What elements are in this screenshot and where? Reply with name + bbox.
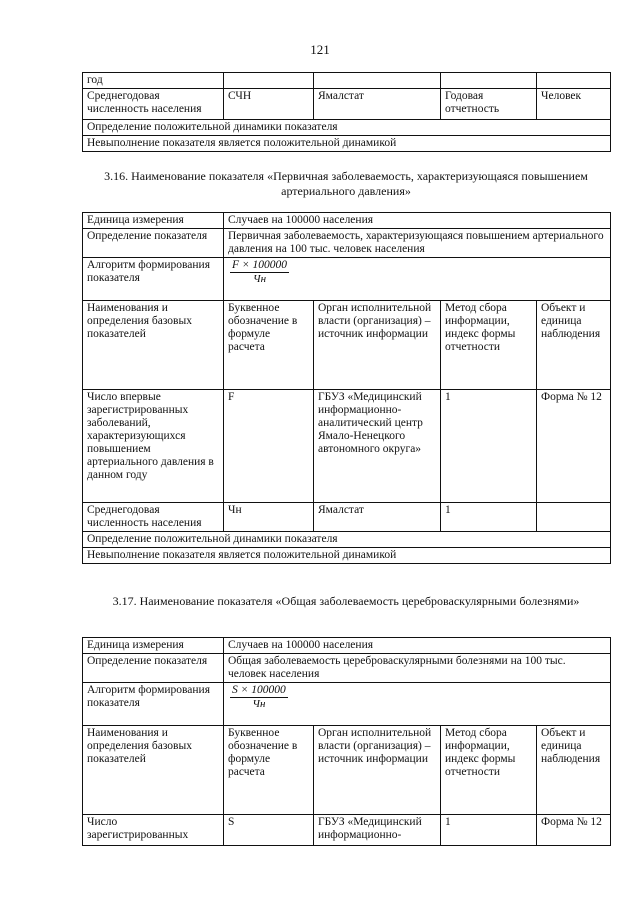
table-row	[83, 503, 611, 532]
table-cell: Чн	[224, 503, 314, 532]
table-cell: год	[83, 73, 224, 89]
table-row	[83, 213, 611, 229]
table-cell: Ямалстат	[314, 89, 441, 120]
table-row	[83, 301, 611, 390]
formula	[230, 684, 288, 711]
table-cell: 1	[441, 503, 537, 532]
table-cell: Человек	[537, 89, 611, 120]
column-header: Буквенное обозначение в формуле расчета	[224, 726, 314, 815]
table-note: Определение положительной динамики показателя	[83, 532, 611, 548]
table-cell: СЧН	[224, 89, 314, 120]
formula-denominator: Чн	[252, 698, 266, 710]
table-cell: Форма № 12	[537, 390, 611, 503]
section-heading-3-17: 3.17. Наименование показателя «Общая заболеваемость цереброваскулярными болезнями»	[112, 594, 580, 608]
table-cell: Среднегодовая численность населения	[83, 503, 224, 532]
table-row	[83, 73, 611, 89]
table-cell: Форма № 12	[537, 815, 611, 846]
table-cell: Среднегодовая численность населения	[83, 89, 224, 120]
table-cell	[441, 73, 537, 89]
table-cell: ГБУЗ «Медицинский информационно-аналитический центр Ямало-Ненецкого автономного округа»	[314, 390, 441, 503]
formula-numerator: F × 100000	[232, 259, 288, 271]
formula-denominator: Чн	[253, 273, 267, 285]
table-cell: Алгоритм формирования показателя	[83, 683, 224, 726]
column-header: Орган исполнительной власти (организация) – источник информации	[314, 726, 441, 815]
column-header: Объект и единица наблюдения	[537, 301, 611, 390]
table-cell: Случаев на 100000 населения	[224, 638, 611, 654]
table-cell: Алгоритм формирования показателя	[83, 258, 224, 301]
table-cell: Единица измерения	[83, 638, 224, 654]
table-cell	[314, 73, 441, 89]
table-cell: Общая заболеваемость цереброваскулярными болезнями на 100 тыс. человек населения	[224, 654, 611, 683]
table-row	[83, 120, 611, 136]
formula-numerator: S × 100000	[232, 684, 286, 696]
page-number: 121	[310, 42, 330, 57]
table-row	[83, 390, 611, 503]
column-header: Орган исполнительной власти (организация) – источник информации	[314, 301, 441, 390]
table-row	[83, 654, 611, 683]
table-row	[83, 638, 611, 654]
table-cell: Случаев на 100000 населения	[224, 213, 611, 229]
table-cell: Первичная заболеваемость, характеризующаяся повышением артериального давления на 100 тыс. человек населения	[224, 229, 611, 258]
indicator-table-3-16	[82, 212, 611, 564]
formula-cell	[224, 683, 611, 726]
table-note: Невыполнение показателя является положительной динамикой	[83, 136, 611, 152]
table-cell: Годовая отчетность	[441, 89, 537, 120]
table-row	[83, 548, 611, 564]
table-cell	[537, 503, 611, 532]
table-cell: Ямалстат	[314, 503, 441, 532]
table-cell: Определение показателя	[83, 229, 224, 258]
table-row	[83, 726, 611, 815]
column-header: Метод сбора информации, индекс формы отчетности	[441, 726, 537, 815]
table-cell: F	[224, 390, 314, 503]
table-note: Определение положительной динамики показателя	[83, 120, 611, 136]
table-row	[83, 683, 611, 726]
table-row	[83, 258, 611, 301]
table-row	[83, 532, 611, 548]
formula	[230, 259, 289, 286]
table-cell	[224, 73, 314, 89]
section-heading-3-16: 3.16. Наименование показателя «Первичная заболеваемость, характеризующаяся повышением артериального давления»	[104, 169, 588, 198]
table-row	[83, 229, 611, 258]
table-cell	[537, 73, 611, 89]
column-header: Метод сбора информации, индекс формы отчетности	[441, 301, 537, 390]
table-cell: 1	[441, 815, 537, 846]
table-cell: S	[224, 815, 314, 846]
column-header: Буквенное обозначение в формуле расчета	[224, 301, 314, 390]
table-cell: Число впервые зарегистрированных заболеваний, характеризующихся повышением артериального давления в данном году	[83, 390, 224, 503]
column-header: Наименования и определения базовых показателей	[83, 726, 224, 815]
table-cell: Определение показателя	[83, 654, 224, 683]
table-cell: Число зарегистрированных	[83, 815, 224, 846]
column-header: Объект и единица наблюдения	[537, 726, 611, 815]
table-row	[83, 89, 611, 120]
table-row	[83, 815, 611, 846]
table-cell: 1	[441, 390, 537, 503]
formula-cell	[224, 258, 611, 301]
table-cell: ГБУЗ «Медицинский информационно-	[314, 815, 441, 846]
table-note: Невыполнение показателя является положительной динамикой	[83, 548, 611, 564]
top-table	[82, 72, 611, 152]
indicator-table-3-17	[82, 637, 611, 846]
column-header: Наименования и определения базовых показателей	[83, 301, 224, 390]
table-row	[83, 136, 611, 152]
table-cell: Единица измерения	[83, 213, 224, 229]
